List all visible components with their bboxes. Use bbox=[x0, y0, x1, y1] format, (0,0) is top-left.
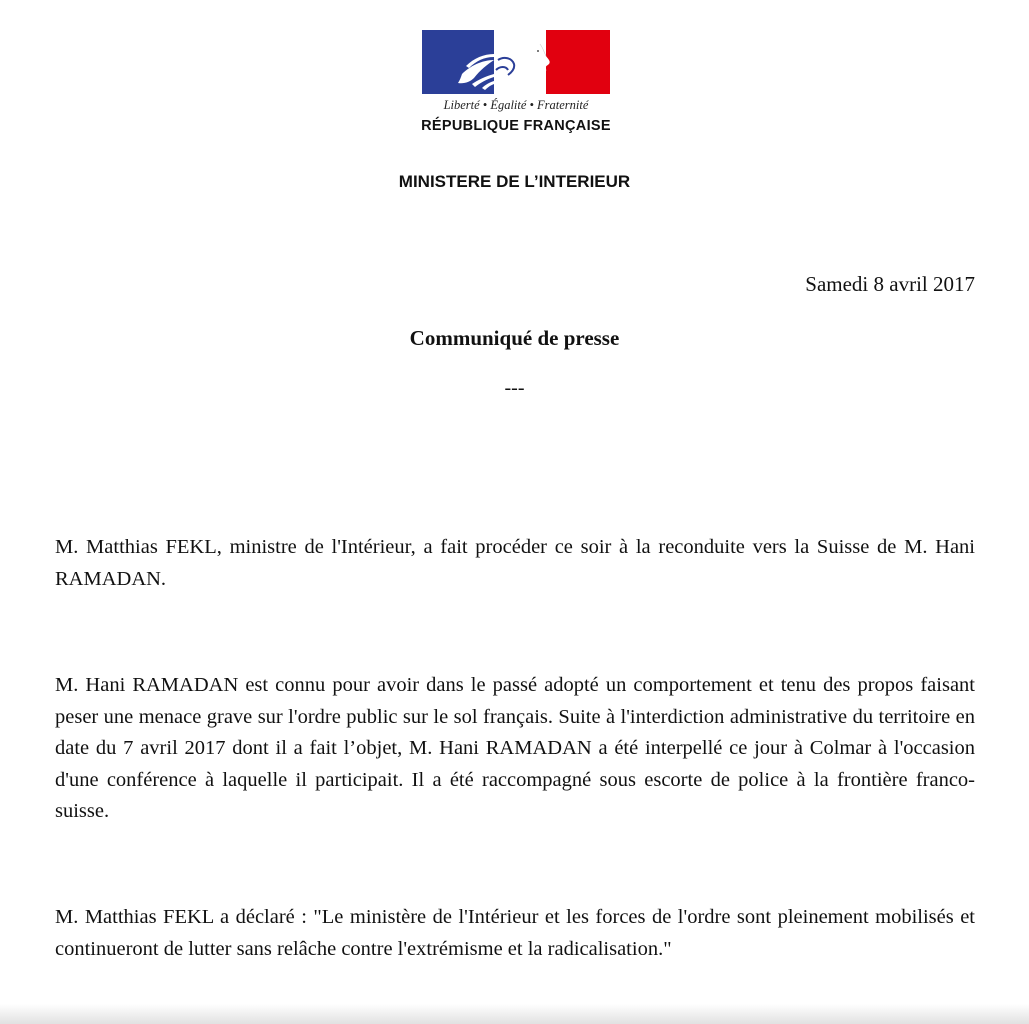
motto-text: Liberté • Égalité • Fraternité bbox=[443, 98, 589, 112]
title-separator: --- bbox=[504, 377, 525, 399]
page-bottom-edge bbox=[0, 1004, 1029, 1024]
document-title: Communiqué de presse bbox=[409, 326, 620, 350]
paragraph-1: M. Matthias FEKL, ministre de l'Intérieur, a fait procéder ce soir à la reconduite vers la Suisse de M. Hani RAMADAN. bbox=[55, 536, 975, 590]
document-date: Samedi 8 avril 2017 bbox=[805, 272, 975, 296]
marianne-logo-icon bbox=[422, 30, 610, 94]
republique-francaise-logo bbox=[421, 30, 611, 134]
ministry-heading: MINISTERE DE L’INTERIEUR bbox=[398, 172, 631, 191]
paragraph-3: M. Matthias FEKL a déclaré : "Le ministère de l'Intérieur et les forces de l'ordre sont pleinement mobilisés et continueront de lutter sans relâche contre l'extrémisme et la radicalisation." bbox=[55, 906, 975, 960]
republique-francaise-label: RÉPUBLIQUE FRANÇAISE bbox=[421, 118, 611, 134]
paragraph-2: M. Hani RAMADAN est connu pour avoir dans le passé adopté un comportement et tenu des propos faisant peser une menace grave sur l'ordre public sur le sol français. Suite à l'interdiction administrative du territoire en date du 7 avril 2017 dont il a fait l’objet, M. Hani RAMADAN a été interpellé ce jour à Colmar à l'occasion d'une conférence à laquelle il participait. Il a été raccompagné sous escorte de police à la frontière franco-suisse. bbox=[55, 674, 975, 822]
